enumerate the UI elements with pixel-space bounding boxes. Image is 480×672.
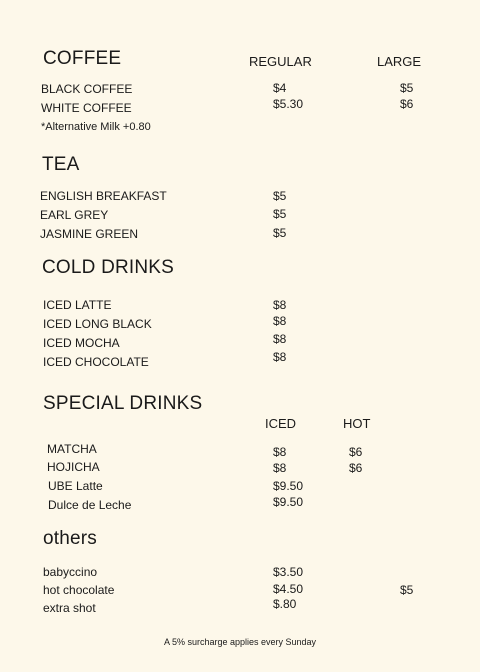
menu-item-price-large: $5 (400, 583, 414, 597)
menu-item-price: $8 (273, 314, 287, 328)
menu-item-name: ENGLISH BREAKFAST (40, 189, 167, 203)
menu-item-name: ICED LATTE (43, 298, 112, 312)
menu-item-name: EARL GREY (40, 208, 109, 222)
alternative-milk-note: *Alternative Milk +0.80 (41, 121, 151, 133)
sunday-surcharge-note: A 5% surcharge applies every Sunday (163, 637, 317, 647)
menu-item-price: $8 (273, 332, 287, 346)
menu-item-name: MATCHA (47, 442, 97, 456)
menu-item-name: BLACK COFFEE (41, 82, 133, 96)
menu-item-price: $5 (273, 226, 287, 240)
menu-item-name: JASMINE GREEN (40, 227, 139, 241)
menu-item-price: $8 (273, 350, 287, 364)
menu-item-price: $5 (273, 189, 287, 203)
menu-item-name: HOJICHA (47, 460, 100, 474)
coffee-large-header: LARGE (377, 54, 422, 69)
menu-item-price: $8 (273, 298, 287, 312)
coffee-section-title: COFFEE (43, 48, 122, 69)
menu-item-price-regular: $5.30 (273, 97, 304, 111)
menu-item-price-regular: $4 (273, 81, 287, 95)
special-drinks-section-title: SPECIAL DRINKS (43, 393, 203, 414)
menu-item-price-iced: $9.50 (273, 479, 304, 493)
menu-item-name: babyccino (43, 565, 98, 579)
menu-item-name: ICED MOCHA (43, 336, 120, 350)
menu-item-price-large: $5 (400, 81, 414, 95)
menu-item-price-hot: $6 (349, 461, 363, 475)
tea-section-title: TEA (42, 154, 80, 175)
menu-item-price-large: $6 (400, 97, 414, 111)
menu-item-price-iced: $8 (273, 461, 287, 475)
cold-drinks-section-title: COLD DRINKS (42, 257, 175, 278)
special-iced-header: ICED (265, 416, 297, 431)
menu-item-name: UBE Latte (48, 479, 103, 493)
menu-item-name: ICED CHOCOLATE (43, 355, 149, 369)
menu-item-name: WHITE COFFEE (41, 101, 132, 115)
menu-item-price: $5 (273, 207, 287, 221)
menu-item-price-iced: $9.50 (273, 495, 304, 509)
menu-item-price: $4.50 (273, 582, 304, 596)
menu-item-name: Dulce de Leche (48, 498, 132, 512)
others-section-title: others (43, 528, 98, 549)
menu-item-price: $.80 (273, 597, 297, 611)
menu-item-name: extra shot (43, 601, 96, 615)
menu-item-price-hot: $6 (349, 445, 363, 459)
coffee-regular-header: REGULAR (249, 54, 312, 69)
menu-item-price-iced: $8 (273, 445, 287, 459)
menu-item-price: $3.50 (273, 565, 304, 579)
menu-item-name: ICED LONG BLACK (43, 317, 152, 331)
special-hot-header: HOT (343, 416, 371, 431)
menu-item-name: hot chocolate (43, 583, 115, 597)
